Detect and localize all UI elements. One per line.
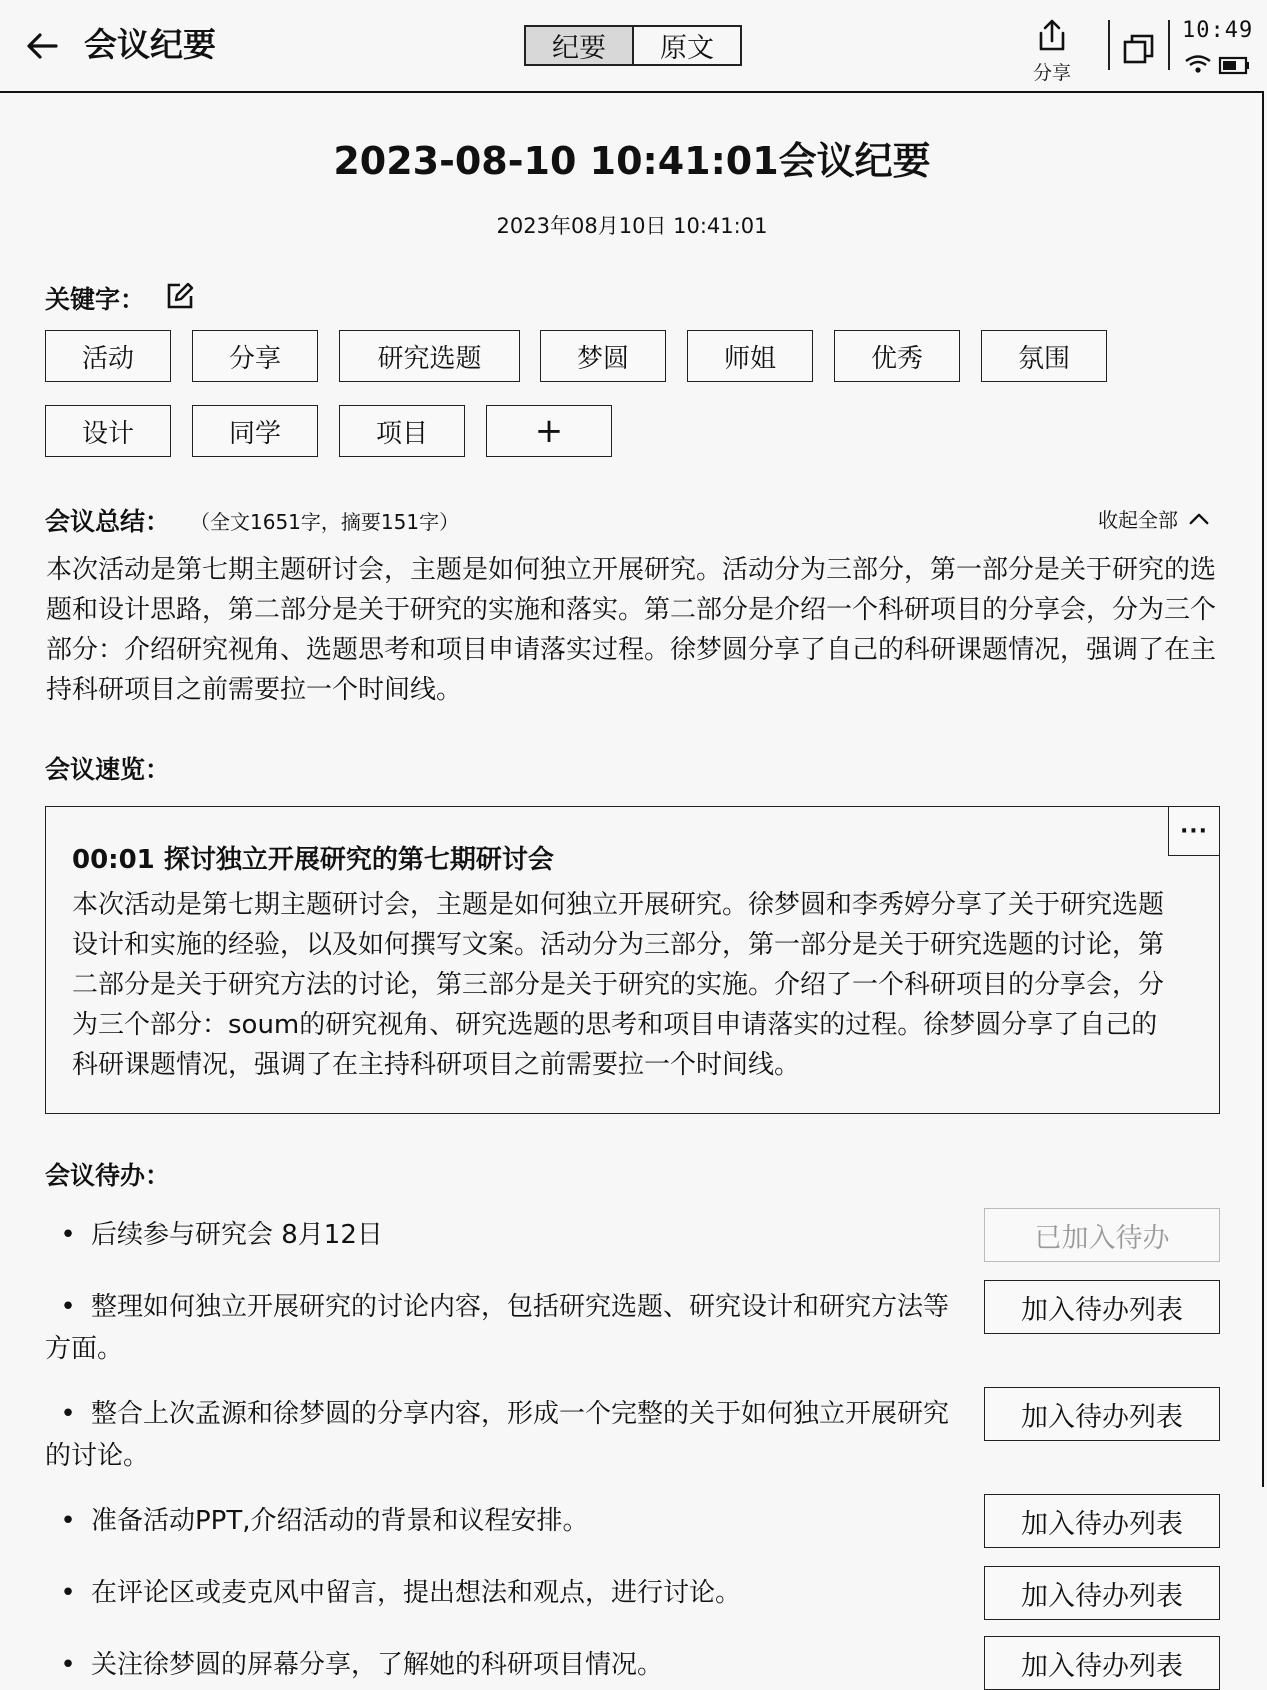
- page-title: 会议纪要: [84, 25, 216, 64]
- wifi-battery-icon: [1182, 52, 1262, 78]
- word-count: （全文1651字，摘要151字）: [190, 510, 460, 534]
- clock: 10:49: [1182, 18, 1254, 43]
- tab-summary[interactable]: 纪要: [526, 27, 632, 64]
- todo-item: [45, 1644, 965, 1686]
- todo-item-text: 整理如何独立开展研究的讨论内容，包括研究选题、研究设计和研究方法等方面。: [45, 1292, 950, 1364]
- document-date: 2023年08月10日 10:41:01: [496, 214, 768, 238]
- collapse-all-button[interactable]: [1098, 504, 1210, 533]
- add-to-todo-button[interactable]: 加入待办列表: [984, 1566, 1220, 1620]
- keyword-chip[interactable]: 氛围: [981, 330, 1107, 382]
- summary-text: 本次活动是第七期主题研讨会，主题是如何独立开展研究。活动分为三部分，第一部分是关于研究的选题和设计思路，第二部分是关于研究的实施和落实。第二部分是介绍一个科研项目的分享会，分为三个部分：介绍研究视角、选题思考和项目申请落实过程。徐梦圆分享了自己的科研课题情况，强调了在主持科研项目之前需要拉一个时间线。: [46, 555, 1217, 705]
- overview-label: 会议速览：: [45, 755, 171, 784]
- keyword-chip[interactable]: 优秀: [834, 330, 960, 382]
- bullet: •: [60, 1506, 76, 1536]
- bullet: •: [60, 1578, 76, 1608]
- document-title: 2023-08-10 10:41:01会议纪要: [333, 139, 931, 183]
- overview-card-text: 本次活动是第七期主题研讨会，主题是如何独立开展研究。徐梦圆和李秀婷分享了关于研究选题设计和实施的经验，以及如何撰写文案。活动分为三部分，第一部分是关于研究选题的讨论，第二部分是关于研究方法的讨论，第三部分是关于研究的实施。介绍了一个科研项目的分享会，分为三个部分：soum的研究视角、研究选题的思考和项目申请落实的过程。徐梦圆分享了自己的科研课题情况，强调了在主持科研项目之前需要拉一个时间线。: [72, 890, 1165, 1080]
- keyword-chip[interactable]: 分享: [192, 330, 318, 382]
- keyword-chip[interactable]: 设计: [45, 405, 171, 457]
- add-to-todo-button[interactable]: 加入待办列表: [984, 1636, 1220, 1690]
- keywords-label: 关键字：: [45, 285, 146, 314]
- top-bar: [0, 0, 1267, 92]
- added-to-todo-button[interactable]: 已加入待办: [984, 1208, 1220, 1262]
- page-edge-line: [1262, 92, 1264, 1487]
- edit-icon[interactable]: [166, 282, 194, 310]
- share-icon: [1032, 16, 1072, 56]
- share-button[interactable]: [1024, 16, 1080, 86]
- back-arrow-icon[interactable]: [22, 26, 62, 66]
- keyword-chip[interactable]: 梦圆: [540, 330, 666, 382]
- add-to-todo-button[interactable]: 加入待办列表: [984, 1280, 1220, 1334]
- view-switch: [524, 25, 742, 66]
- todo-item: [45, 1393, 965, 1477]
- todo-item-text: 关注徐梦圆的屏幕分享，了解她的科研项目情况。: [91, 1650, 664, 1680]
- add-to-todo-button[interactable]: 加入待办列表: [984, 1387, 1220, 1441]
- tab-transcript[interactable]: 原文: [632, 27, 740, 64]
- header-divider: [1108, 20, 1110, 70]
- todo-item-text: 准备活动PPT,介绍活动的背景和议程安排。: [91, 1506, 589, 1536]
- overview-card: [45, 806, 1220, 1114]
- todo-item-text: 在评论区或麦克风中留言，提出想法和观点，进行讨论。: [91, 1578, 742, 1608]
- chevron-up-icon: [1188, 511, 1210, 526]
- status-area: [1182, 18, 1262, 43]
- todo-item: [45, 1214, 965, 1256]
- keyword-chip[interactable]: 同学: [192, 405, 318, 457]
- more-options-button[interactable]: [1168, 806, 1220, 856]
- bullet: •: [60, 1650, 76, 1680]
- todo-item-text: 整合上次孟源和徐梦圆的分享内容，形成一个完整的关于如何独立开展研究的讨论。: [45, 1399, 950, 1471]
- collapse-all-label: 收起全部: [1098, 508, 1178, 532]
- keyword-chip[interactable]: 师姐: [687, 330, 813, 382]
- keyword-chip[interactable]: 活动: [45, 330, 171, 382]
- add-keyword-button[interactable]: +: [486, 405, 612, 457]
- window-switch-icon[interactable]: [1122, 32, 1156, 66]
- todo-item-text: 后续参与研究会 8月12日: [91, 1220, 383, 1250]
- share-label: 分享: [1032, 62, 1071, 84]
- keyword-chip[interactable]: 研究选题: [339, 330, 520, 382]
- todo-label: 会议待办：: [45, 1161, 171, 1190]
- add-to-todo-button[interactable]: 加入待办列表: [984, 1494, 1220, 1548]
- bullet: •: [60, 1399, 76, 1429]
- bullet: •: [60, 1220, 76, 1250]
- more-icon: ···: [1179, 818, 1209, 844]
- keyword-chip[interactable]: 项目: [339, 405, 465, 457]
- todo-item: [45, 1286, 965, 1370]
- header-divider: [1168, 20, 1170, 70]
- header-divider-line: [0, 91, 1264, 93]
- todo-item: [45, 1572, 965, 1614]
- summary-label: 会议总结：: [45, 507, 171, 536]
- overview-card-title: 00:01 探讨独立开展研究的第七期研讨会: [72, 845, 554, 875]
- todo-item: [45, 1500, 965, 1542]
- bullet: •: [60, 1292, 76, 1322]
